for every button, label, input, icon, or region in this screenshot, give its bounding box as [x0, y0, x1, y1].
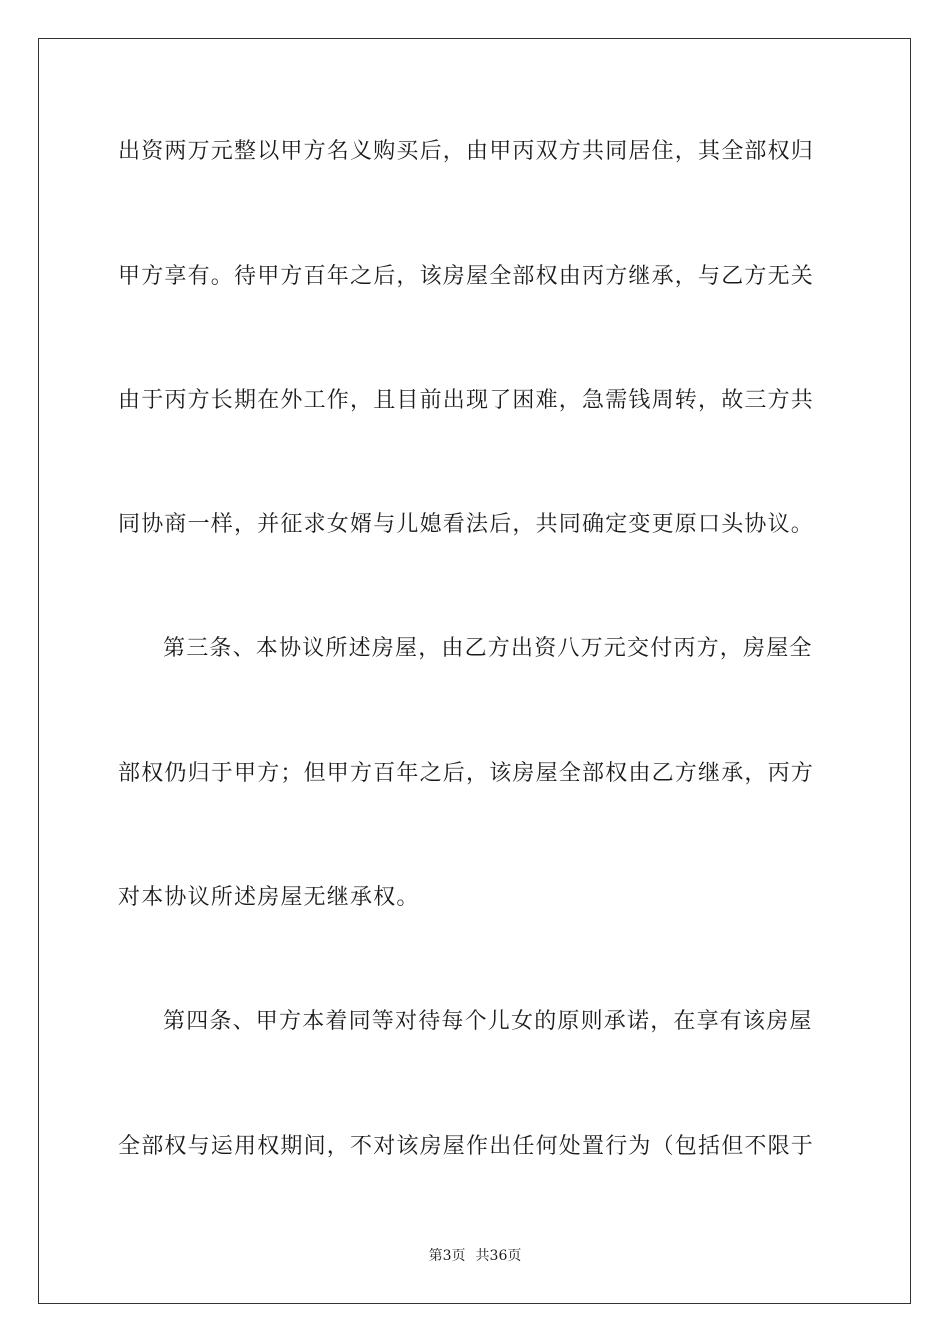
- total-pages: 共36页: [475, 1248, 522, 1264]
- paragraph-line: 第四条、甲方本着同等对待每个儿女的原则承诺，在享有该房屋: [163, 1009, 813, 1034]
- paragraph-line: 同协商一样，并征求女婿与儿媳看法后，共同确定变更原口头协议。: [118, 512, 815, 537]
- page-footer: [0, 1245, 950, 1265]
- paragraph-line: 全部权与运用权期间，不对该房屋作出任何处置行为（包括但不限于: [118, 1134, 815, 1159]
- paragraph-line: 对本协议所述房屋无继承权。: [118, 885, 420, 910]
- paragraph-line: 由于丙方长期在外工作，且目前出现了困难，急需钱周转，故三方共: [118, 388, 815, 413]
- paragraph-line: 出资两万元整以甲方名义购买后，由甲丙双方共同居住，其全部权归: [118, 139, 815, 164]
- paragraph-line: 部权仍归于甲方；但甲方百年之后，该房屋全部权由乙方继承，丙方: [118, 761, 815, 786]
- page-border: [38, 38, 911, 1304]
- paragraph-line: 甲方享有。待甲方百年之后，该房屋全部权由丙方继承，与乙方无关: [118, 264, 815, 289]
- paragraph-line: 第三条、本协议所述房屋，由乙方出资八万元交付丙方，房屋全: [163, 636, 813, 661]
- page-number: 第3页: [428, 1248, 466, 1264]
